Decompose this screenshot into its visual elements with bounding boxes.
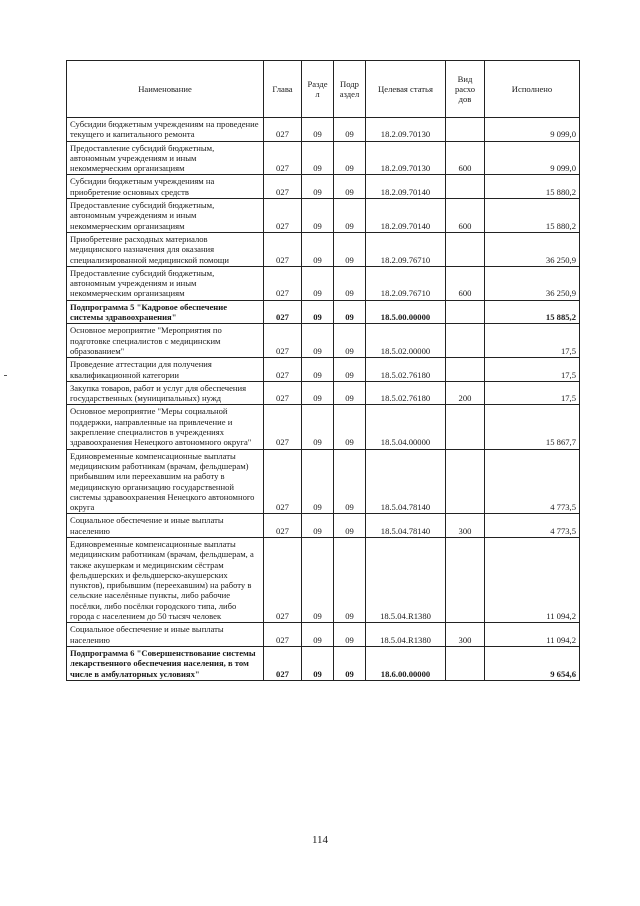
- cell-name: Субсидии бюджетным учреждениям на приобретение основных средств: [67, 175, 264, 199]
- cell-target: 18.5.04.R1380: [366, 623, 446, 647]
- cell-amount: 17,5: [485, 358, 580, 382]
- cell-section: 09: [302, 405, 334, 449]
- table-row: [67, 300, 580, 324]
- table-row: [67, 118, 580, 142]
- cell-name: Социальное обеспечение и иные выплаты населению: [67, 623, 264, 647]
- cell-amount: 36 250,9: [485, 266, 580, 300]
- cell-target: 18.5.04.R1380: [366, 537, 446, 622]
- cell-subsection: 09: [334, 646, 366, 680]
- margin-mark: [4, 375, 7, 376]
- cell-subsection: 09: [334, 324, 366, 358]
- cell-chapter: 027: [264, 449, 302, 514]
- header-subsection: Подр аздел: [334, 61, 366, 118]
- cell-amount: 11 094,2: [485, 623, 580, 647]
- cell-target: 18.2.09.70140: [366, 199, 446, 233]
- cell-chapter: 027: [264, 300, 302, 324]
- cell-amount: 11 094,2: [485, 537, 580, 622]
- cell-amount: 9 099,0: [485, 141, 580, 175]
- cell-expense: 300: [446, 514, 485, 538]
- cell-target: 18.2.09.70130: [366, 118, 446, 142]
- cell-chapter: 027: [264, 175, 302, 199]
- cell-subsection: 09: [334, 358, 366, 382]
- table-row: [67, 537, 580, 622]
- cell-name: Проведение аттестации для получения квалификационной категории: [67, 358, 264, 382]
- cell-section: 09: [302, 324, 334, 358]
- cell-name: Подпрограмма 6 "Совершенствование системы лекарственного обеспечения населения, в том числе в амбулаторных условиях": [67, 646, 264, 680]
- cell-target: 18.2.09.70130: [366, 141, 446, 175]
- table-row: [67, 449, 580, 514]
- cell-section: 09: [302, 141, 334, 175]
- cell-expense: [446, 358, 485, 382]
- cell-name: Социальное обеспечение и иные выплаты населению: [67, 514, 264, 538]
- cell-name: Закупка товаров, работ и услуг для обеспечения государственных (муниципальных) нужд: [67, 381, 264, 405]
- cell-section: 09: [302, 514, 334, 538]
- cell-target: 18.5.02.00000: [366, 324, 446, 358]
- cell-name: Единовременные компенсационные выплаты медицинским работникам (врачам, фельдшерам) прибывшим или переехавшим на работу в медицинскую организацию государственной системы здравоохранения Ненецкого автономного округа: [67, 449, 264, 514]
- cell-section: 09: [302, 175, 334, 199]
- table-row: [67, 324, 580, 358]
- cell-amount: 9 099,0: [485, 118, 580, 142]
- cell-section: 09: [302, 266, 334, 300]
- cell-section: 09: [302, 232, 334, 266]
- cell-expense: [446, 646, 485, 680]
- cell-subsection: 09: [334, 449, 366, 514]
- cell-target: 18.2.09.76710: [366, 266, 446, 300]
- cell-amount: 15 880,2: [485, 175, 580, 199]
- cell-name: Предоставление субсидий бюджетным, автономным учреждениям и иным некоммерческим организациям: [67, 141, 264, 175]
- cell-expense: [446, 537, 485, 622]
- table-row: [67, 358, 580, 382]
- table-body: [67, 118, 580, 681]
- cell-chapter: 027: [264, 232, 302, 266]
- cell-subsection: 09: [334, 141, 366, 175]
- cell-expense: [446, 405, 485, 449]
- cell-chapter: 027: [264, 646, 302, 680]
- cell-expense: 600: [446, 266, 485, 300]
- cell-subsection: 09: [334, 175, 366, 199]
- cell-section: 09: [302, 449, 334, 514]
- table-row: [67, 646, 580, 680]
- cell-chapter: 027: [264, 141, 302, 175]
- cell-expense: [446, 324, 485, 358]
- cell-section: 09: [302, 537, 334, 622]
- cell-chapter: 027: [264, 199, 302, 233]
- cell-chapter: 027: [264, 358, 302, 382]
- cell-amount: 4 773,5: [485, 449, 580, 514]
- cell-target: 18.6.00.00000: [366, 646, 446, 680]
- cell-amount: 17,5: [485, 324, 580, 358]
- cell-amount: 15 885,2: [485, 300, 580, 324]
- cell-subsection: 09: [334, 300, 366, 324]
- cell-target: 18.2.09.76710: [366, 232, 446, 266]
- budget-table: [66, 60, 580, 681]
- cell-subsection: 09: [334, 381, 366, 405]
- cell-target: 18.5.04.00000: [366, 405, 446, 449]
- cell-section: 09: [302, 381, 334, 405]
- cell-name: Предоставление субсидий бюджетным, автономным учреждениям и иным некоммерческим организациям: [67, 266, 264, 300]
- cell-expense: 600: [446, 141, 485, 175]
- table-row: [67, 232, 580, 266]
- cell-target: 18.5.04.78140: [366, 449, 446, 514]
- header-expense: Вид расхо дов: [446, 61, 485, 118]
- cell-amount: 17,5: [485, 381, 580, 405]
- cell-target: 18.5.04.78140: [366, 514, 446, 538]
- table-row: [67, 141, 580, 175]
- cell-section: 09: [302, 199, 334, 233]
- cell-amount: 15 867,7: [485, 405, 580, 449]
- cell-subsection: 09: [334, 405, 366, 449]
- header-chapter: Глава: [264, 61, 302, 118]
- cell-target: 18.5.02.76180: [366, 381, 446, 405]
- page-number: 114: [311, 834, 329, 846]
- table-header-row: [67, 61, 580, 118]
- cell-expense: [446, 118, 485, 142]
- cell-name: Субсидии бюджетным учреждениям на проведение текущего и капитального ремонта: [67, 118, 264, 142]
- cell-target: 18.5.02.76180: [366, 358, 446, 382]
- cell-name: Подпрограмма 5 "Кадровое обеспечение системы здравоохранения": [67, 300, 264, 324]
- header-name: Наименование: [67, 61, 264, 118]
- cell-expense: [446, 175, 485, 199]
- header-section: Разде л: [302, 61, 334, 118]
- cell-name: Основное мероприятие "Меры социальной поддержки, направленные на привлечение и закрепление специалистов в учреждениях здравоохранения Ненецкого автономного округа": [67, 405, 264, 449]
- cell-name: Предоставление субсидий бюджетным, автономным учреждениям и иным некоммерческим организациям: [67, 199, 264, 233]
- cell-subsection: 09: [334, 232, 366, 266]
- cell-subsection: 09: [334, 118, 366, 142]
- cell-chapter: 027: [264, 623, 302, 647]
- cell-amount: 9 654,6: [485, 646, 580, 680]
- cell-chapter: 027: [264, 266, 302, 300]
- cell-expense: [446, 232, 485, 266]
- table-row: [67, 623, 580, 647]
- cell-expense: 200: [446, 381, 485, 405]
- cell-chapter: 027: [264, 405, 302, 449]
- cell-name: Единовременные компенсационные выплаты медицинским работникам (врачам, фельдшерам, а также акушеркам и медицинским сёстрам фельдшерских и фельдшерско-акушерских пунктов), прибывшим (переехавшим) на работу в сельские населённые пункты, либо рабочие посёлки, либо посёлки городского типа, либо города с населением до 50 тысяч человек: [67, 537, 264, 622]
- table-row: [67, 199, 580, 233]
- cell-amount: 4 773,5: [485, 514, 580, 538]
- cell-expense: 600: [446, 199, 485, 233]
- table-row: [67, 514, 580, 538]
- table-row: [67, 266, 580, 300]
- cell-amount: 15 880,2: [485, 199, 580, 233]
- table-row: [67, 175, 580, 199]
- cell-chapter: 027: [264, 324, 302, 358]
- cell-name: Основное мероприятие "Мероприятия по подготовке специалистов с медицинским образованием": [67, 324, 264, 358]
- cell-chapter: 027: [264, 537, 302, 622]
- header-amount: Исполнено: [485, 61, 580, 118]
- header-target: Целевая статья: [366, 61, 446, 118]
- cell-section: 09: [302, 358, 334, 382]
- cell-target: 18.5.00.00000: [366, 300, 446, 324]
- cell-name: Приобретение расходных материалов медицинского назначения для оказания специализированной медицинской помощи: [67, 232, 264, 266]
- cell-target: 18.2.09.70140: [366, 175, 446, 199]
- table-row: [67, 381, 580, 405]
- cell-section: 09: [302, 623, 334, 647]
- table-row: [67, 405, 580, 449]
- cell-expense: [446, 300, 485, 324]
- cell-section: 09: [302, 300, 334, 324]
- cell-section: 09: [302, 118, 334, 142]
- cell-expense: [446, 449, 485, 514]
- cell-subsection: 09: [334, 623, 366, 647]
- cell-chapter: 027: [264, 381, 302, 405]
- cell-chapter: 027: [264, 514, 302, 538]
- cell-subsection: 09: [334, 199, 366, 233]
- cell-subsection: 09: [334, 266, 366, 300]
- cell-chapter: 027: [264, 118, 302, 142]
- cell-expense: 300: [446, 623, 485, 647]
- cell-subsection: 09: [334, 537, 366, 622]
- cell-section: 09: [302, 646, 334, 680]
- cell-subsection: 09: [334, 514, 366, 538]
- cell-amount: 36 250,9: [485, 232, 580, 266]
